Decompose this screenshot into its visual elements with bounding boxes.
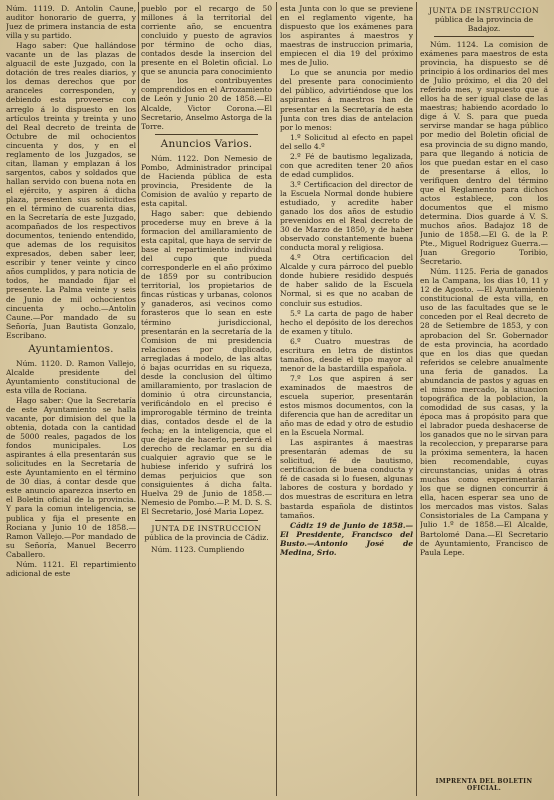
- requirement-5: 5.º La carta de pago de haber hecho el depósito de los derechos de examen y título.: [280, 308, 413, 336]
- notice-1120-body: Hago saber: Que la Secretaría de este Ayuntamiento se halla vacante, por dimision del que la obtenia, dotada con la cantidad de 5000 reales, pagados de los fondos municipales. Los aspirantes á ella presentarán sus solicitudes en la Secretaría de este Ayuntamiento en el término de 30 dias, á contar desde que este anuncio aparezca inserto en el Boletin oficial de la provincia. Y para la comun inteligencia, se publica y fija el presente en Rociana y Junio 10 de 1858.—Ramon Vallejo.—Por mandado de su Señoría, Manuel Becerro Caballero.: [6, 395, 136, 559]
- notice-1124: Núm. 1124. La comision de exámenes para maestros de esta provincia, ha dispuesto se dé principio á los ordinarios del mes de Julio próximo, el dia 20 del referido mes, y supuesto que á ellos ha de ser igual clase de las maestras; habiendo acordado lo dige á V. S. para que pueda servirse mandar se haga público por medio del Boletin oficial de esa provincia de su digno mando, para que llegando á noticia de los que puedan estar en el caso de presentarse á ellos, lo verifiquen dentro del término que el Reglamento para dichos actos establece, con los documentos que el mismo determina. Dios guarde á V. S. muchos años. Badajoz 18 de Junio de 1858.—El G. de la P. Pte., Miguel Rodriguez Guerra.—Juan Gregorio Toribio, Secretario.: [420, 40, 548, 267]
- notice-1121-continued: pueblo por el recargo de 50 millones á la territorial del corriente año, se encuentra concluido y puesto de agravios por término de ocho dias, contados desde la insercion del presente en el Boletin oficial. Lo que se anuncia para conocimiento de los contribuyentes comprendidos en el Arrozamiento de León y Junio 20 de 1858.—El Alcalde, Victor Corona.—El Secretario, Anselmo Astorga de la Torre.: [141, 4, 272, 131]
- section-heading-anuncios-varios: Anuncios Varios.: [160, 137, 253, 150]
- requirement-7: 7.º Los que aspiren á ser examinados de maestros de escuela superior, presentarán estos mismos documentos, con la diferencia que han de acreditar un año mas de edad y otro de estudio en la Escuela Normal.: [280, 373, 413, 438]
- printer-imprint: IMPRENTA DEL BOLETIN OFICIAL.: [435, 778, 533, 792]
- notice-paragraph: Lo que se anuncia por medio del presente para conocimiento del público, advirtiéndose que los aspirantes á maestros han de presentar en la Secretaría de esta Junta con tres dias de antelacion por lo menos:: [280, 68, 413, 132]
- junta-badajoz-heading: [420, 6, 548, 33]
- junta-subtitle: pública de la provincia de Badajoz.: [434, 15, 534, 33]
- requirement-2: 2.º Fé de bautismo legalizada, con que acrediten tener 20 años de edad cumplidos.: [280, 151, 413, 179]
- requirement-4: 4.º Otra certificacion del Alcalde y cura párroco del pueblo donde hubiere residido después de haber salido de la Escuela Normal, si es que no acaban de concluir sus estudios.: [280, 253, 413, 308]
- divider: [155, 134, 258, 135]
- notice-1119-header: Núm. 1119. D. Antolin Caune, auditor honorario de guerra, y Juez de primera instancia de esta villa y su partido.: [6, 4, 136, 41]
- section-heading-ayuntamientos: Ayuntamientos.: [28, 342, 114, 355]
- notice-1120-header: Núm. 1120. D. Ramon Vallejo, Alcalde presidente del Ayuntamiento constitucional de esta villa de Rociana.: [6, 358, 136, 395]
- notice-1122-body: Hago saber: que debiendo procederse muy en breve á la formacion del amillaramiento de esta capital, que haya de servir de base al repartimiento individual del cupo que pueda corresponderle en el año próximo de 1859 por su contribucion territorial, los propietarios de fincas rústicas y urbanas, colonos y ganaderos, asi vecinos como forasteros que lo sean en este término jurisdiccional, presentarán en la secretaría de la Comision de mi presidencia relaciones por duplicado, arregladas á modelo, de las altas ó bajas ocurridas en su riqueza, desde la conclusion del último amillaramiento, por traslacion de dominio ú otra circunstancia, verificándolo en el preciso é improrogable término de treinta dias, contados desde el de la fecha; en la inteligencia, que el que dejare de hacerlo, perderá el derecho de reclamar en su dia cualquier agravio que se le hubiese inferido y sufrirá los demas perjuicios que son consiguientes á dicha falta. Huelva 29 de Junio de 1858.—Nemesio de Pombo.—P. M. D. S. S. El Secretario, José Maria Lopez.: [141, 208, 272, 517]
- column-rule: [276, 2, 277, 796]
- column-4: [420, 4, 548, 794]
- notice-1121-start: Núm. 1121. El repartimiento adicional de este: [6, 559, 136, 578]
- junta-title: JUNTA DE INSTRUCCION: [151, 523, 262, 533]
- notice-1125: Núm. 1125. Feria de ganados en la Campana, los dias 10, 11 y 12 de Agosto. —El Ayuntamiento constitucional de esta villa, en uso de las facultades que se le conceden por el Real decreto de 28 de Setiembre de 1853, y con aprobacion del Sr. Gobernador de esta provincia, ha acordado que en los dias que quedan referidos se celebre anualmente una feria de ganados. La abundancia de pastos y aguas en el mismo mercado, la situacion topográfica de la poblacion, la comodidad de sus casas, y la época mas á propósito para que el labrador pueda deshacerse de los ganados que no le sirvan para la recoleccion, y prepararse para la próxima sementera, la hacen bien recomendable, cuyas circunstancias, unidas á otras muchas como experimentarán los que se dignen concurrir á ella, hacen esperar sea uno de los mercados mas vistos. Salas Consistoriales de La Campana y Julio 1.º de 1858.—El Alcalde, Bartolomé Dana.—El Secretario de Ayuntamiento, Francisco de Paula Lepe.: [420, 267, 548, 557]
- column-rule: [138, 2, 139, 796]
- notice-1123-start: Núm. 1123. Cumpliendo: [151, 544, 245, 554]
- notice-1123-continued: esta Junta con lo que se previene en el reglamento vigente, ha dispuesto que los exámenes para los aspirantes á maestros y maestras de instruccion primaria, empiecen el dia 19 del próximo mes de Julio.: [280, 4, 413, 68]
- column-rule: [416, 2, 417, 796]
- requirement-1: 1.º Solicitud al efecto en papel del sello 4.º: [280, 132, 413, 151]
- junta-cadiz-heading: [141, 524, 272, 542]
- notice-1122-header: Núm. 1122. Don Nemesio de Pombo, Administrador principal de Hacienda pública de esta provincia, Presidente de la Comision de avalúo y reparto de esta capital.: [141, 153, 272, 208]
- requirements-women: Las aspirantes á maestras presentarán ademas de su solicitud, fé de bautismo, certificacion de buena conducta y fé de casada si lo fuesen, algunas labores de costura y bordado y dos muestras de escritura en letra bastarda española de distintos tamaños.: [280, 438, 413, 520]
- signature-cadiz: Cádiz 19 de Junio de 1858.—El Presidente, Francisco del Busto.—Antonio José de Medina, Srio.: [280, 520, 413, 557]
- divider: [434, 36, 534, 37]
- requirement-3: 3.º Certificacion del director de la Escuela Normal donde hubiere estudiado, y acredite haber ganado los dos años de estudio prevenidos en el Real decreto de 30 de Marzo de 1850, y de haber observado constantemente buena conducta moral y religiosa.: [280, 179, 413, 253]
- junta-subtitle: pública de la provincia de Cádiz.: [144, 532, 269, 542]
- column-2: [141, 4, 272, 794]
- divider: [155, 520, 258, 521]
- column-1: [6, 4, 136, 794]
- notice-1119-body: Hago saber: Que hallándose vacante un de las plazas de alguacil de este Juzgado, con la dotación de tres reales diarios, y los demas derechos que por aranceles corresponden, y debiendo esta proveerse con arreglo á lo dispuesto en los artículos treinta y treinta y uno del Real decreto de treinta de Octubre de mil ochocientos cincuenta y dos, y en el reglamento de los Juzgados, se citan, llaman y emplazan á los sargentos, cabos y soldados que hallan servido con buena nota en el ejército, y aspiren á dicha plaza, presenten sus solicitudes en el término de cuarenta dias, en la Secretaría de este Juzgado, acompañados de los respectivos documentos, teniendo entendido, que ademas de los requisitos expresados, deben saber leer, escribir y tener veinte y cinco años cumplidos, y para noticia de todos, he mandado fijar el presente. La Palma veinte y seis de Junio de mil ochocientos cincuenta y ocho.—Antolin Caune.—Por mandado de su Señoría, Juan Bautista Gonzalo, Escribano.: [6, 41, 136, 340]
- junta-title: JUNTA DE INSTRUCCION: [428, 6, 540, 15]
- column-3: [280, 4, 413, 794]
- requirement-6: 6.º Cuatro muestras de escritura en letra de distintos tamaños, desde el tipo mayor al menor de la bastardilla española.: [280, 336, 413, 373]
